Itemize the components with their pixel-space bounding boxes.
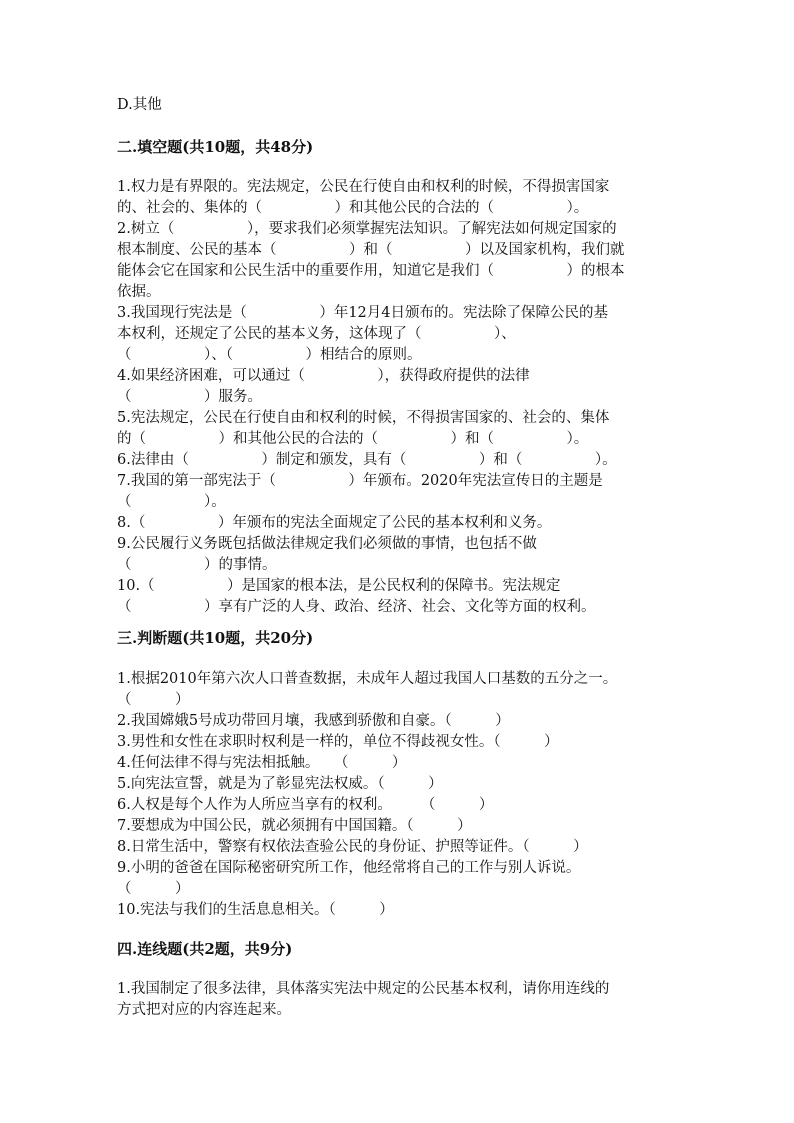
- section-heading-true-false: 三.判断题(共10题，共20分): [117, 629, 314, 647]
- question-line: 依据。: [117, 284, 161, 300]
- question-line: 3.男性和女性在求职时权利是一样的，单位不得歧视女性。（ ）: [117, 734, 559, 750]
- option-d: D.其他: [117, 97, 162, 113]
- question-line: 4.任何法律不得与宪法相抵触。 （ ）: [117, 755, 407, 771]
- question-line: （ ）、（ ）相结合的原则。: [117, 347, 422, 363]
- question-line: 6.人权是每个人作为人所应当享有的权利。 （ ）: [117, 797, 494, 813]
- question-line: 1.根据2010年第六次人口普查数据，未成年人超过我国人口基数的五分之一。: [117, 671, 618, 687]
- question-line: 10.（ ）是国家的根本法，是公民权利的保障书。宪法规定: [117, 578, 561, 594]
- question-line: 方式把对应的内容连起来。: [117, 1002, 291, 1018]
- question-line: （ ）的事情。: [117, 557, 277, 573]
- question-line: 1.我国制定了很多法律，具体落实宪法中规定的公民基本权利，请你用连线的: [117, 981, 610, 997]
- question-line: （ ）: [117, 692, 190, 708]
- section-heading-matching: 四.连线题(共2题，共9分): [117, 940, 293, 958]
- question-line: 2.树立（ ），要求我们必须掌握宪法知识。了解宪法如何规定国家的: [117, 221, 617, 237]
- question-line: 根本制度、公民的基本（ ）和（ ）以及国家机构，我们就: [117, 242, 625, 258]
- question-line: 能体会它在国家和公民生活中的重要作用，知道它是我们（ ）的根本: [117, 263, 625, 279]
- question-line: 7.要想成为中国公民，就必须拥有中国国籍。（ ）: [117, 818, 472, 834]
- section-heading-fill-in: 二.填空题(共10题，共48分): [117, 138, 314, 156]
- question-line: 10.宪法与我们的生活息息相关。（ ）: [117, 902, 394, 918]
- question-line: 7.我国的第一部宪法于（ ）年颁布。2020年宪法宣传日的主题是: [117, 473, 603, 489]
- question-line: （ ）享有广泛的人身、政治、经济、社会、文化等方面的权利。: [117, 599, 596, 615]
- question-line: （ ）。: [117, 494, 226, 510]
- question-line: 5.向宪法宣誓，就是为了彰显宪法权威。（ ）: [117, 776, 443, 792]
- question-line: 9.小明的爸爸在国际秘密研究所工作，他经常将自己的工作与别人诉说。: [117, 860, 581, 876]
- question-line: （ ）服务。: [117, 389, 262, 405]
- question-line: 9.公民履行义务既包括做法律规定我们必须做的事情，也包括不做: [117, 536, 537, 552]
- question-line: 本权利，还规定了公民的基本义务，这体现了（ ）、: [117, 326, 516, 342]
- question-line: 5.宪法规定，公民在行使自由和权利的时候，不得损害国家的、社会的、集体: [117, 410, 610, 426]
- question-line: 6.法律由（ ）制定和颁发，具有（ ）和（ ）。: [117, 452, 617, 468]
- question-line: （ ）: [117, 881, 190, 897]
- question-line: 1.权力是有界限的。宪法规定，公民在行使自由和权利的时候，不得损害国家: [117, 179, 610, 195]
- question-line: 8.日常生活中，警察有权依法查验公民的身份证、护照等证件。（ ）: [117, 839, 588, 855]
- question-line: 2.我国嫦娥5号成功带回月壤，我感到骄傲和自豪。（ ）: [117, 713, 510, 729]
- question-line: 的、社会的、集体的（ ）和其他公民的合法的（ ）。: [117, 200, 589, 216]
- question-line: 8.（ ）年颁布的宪法全面规定了公民的基本权利和义务。: [117, 515, 552, 531]
- question-line: 3.我国现行宪法是（ ）年12月4日颁布的。宪法除了保障公民的基: [117, 305, 609, 321]
- question-line: 的（ ）和其他公民的合法的（ ）和（ ）。: [117, 431, 589, 447]
- question-line: 4.如果经济困难，可以通过（ ），获得政府提供的法律: [117, 368, 530, 384]
